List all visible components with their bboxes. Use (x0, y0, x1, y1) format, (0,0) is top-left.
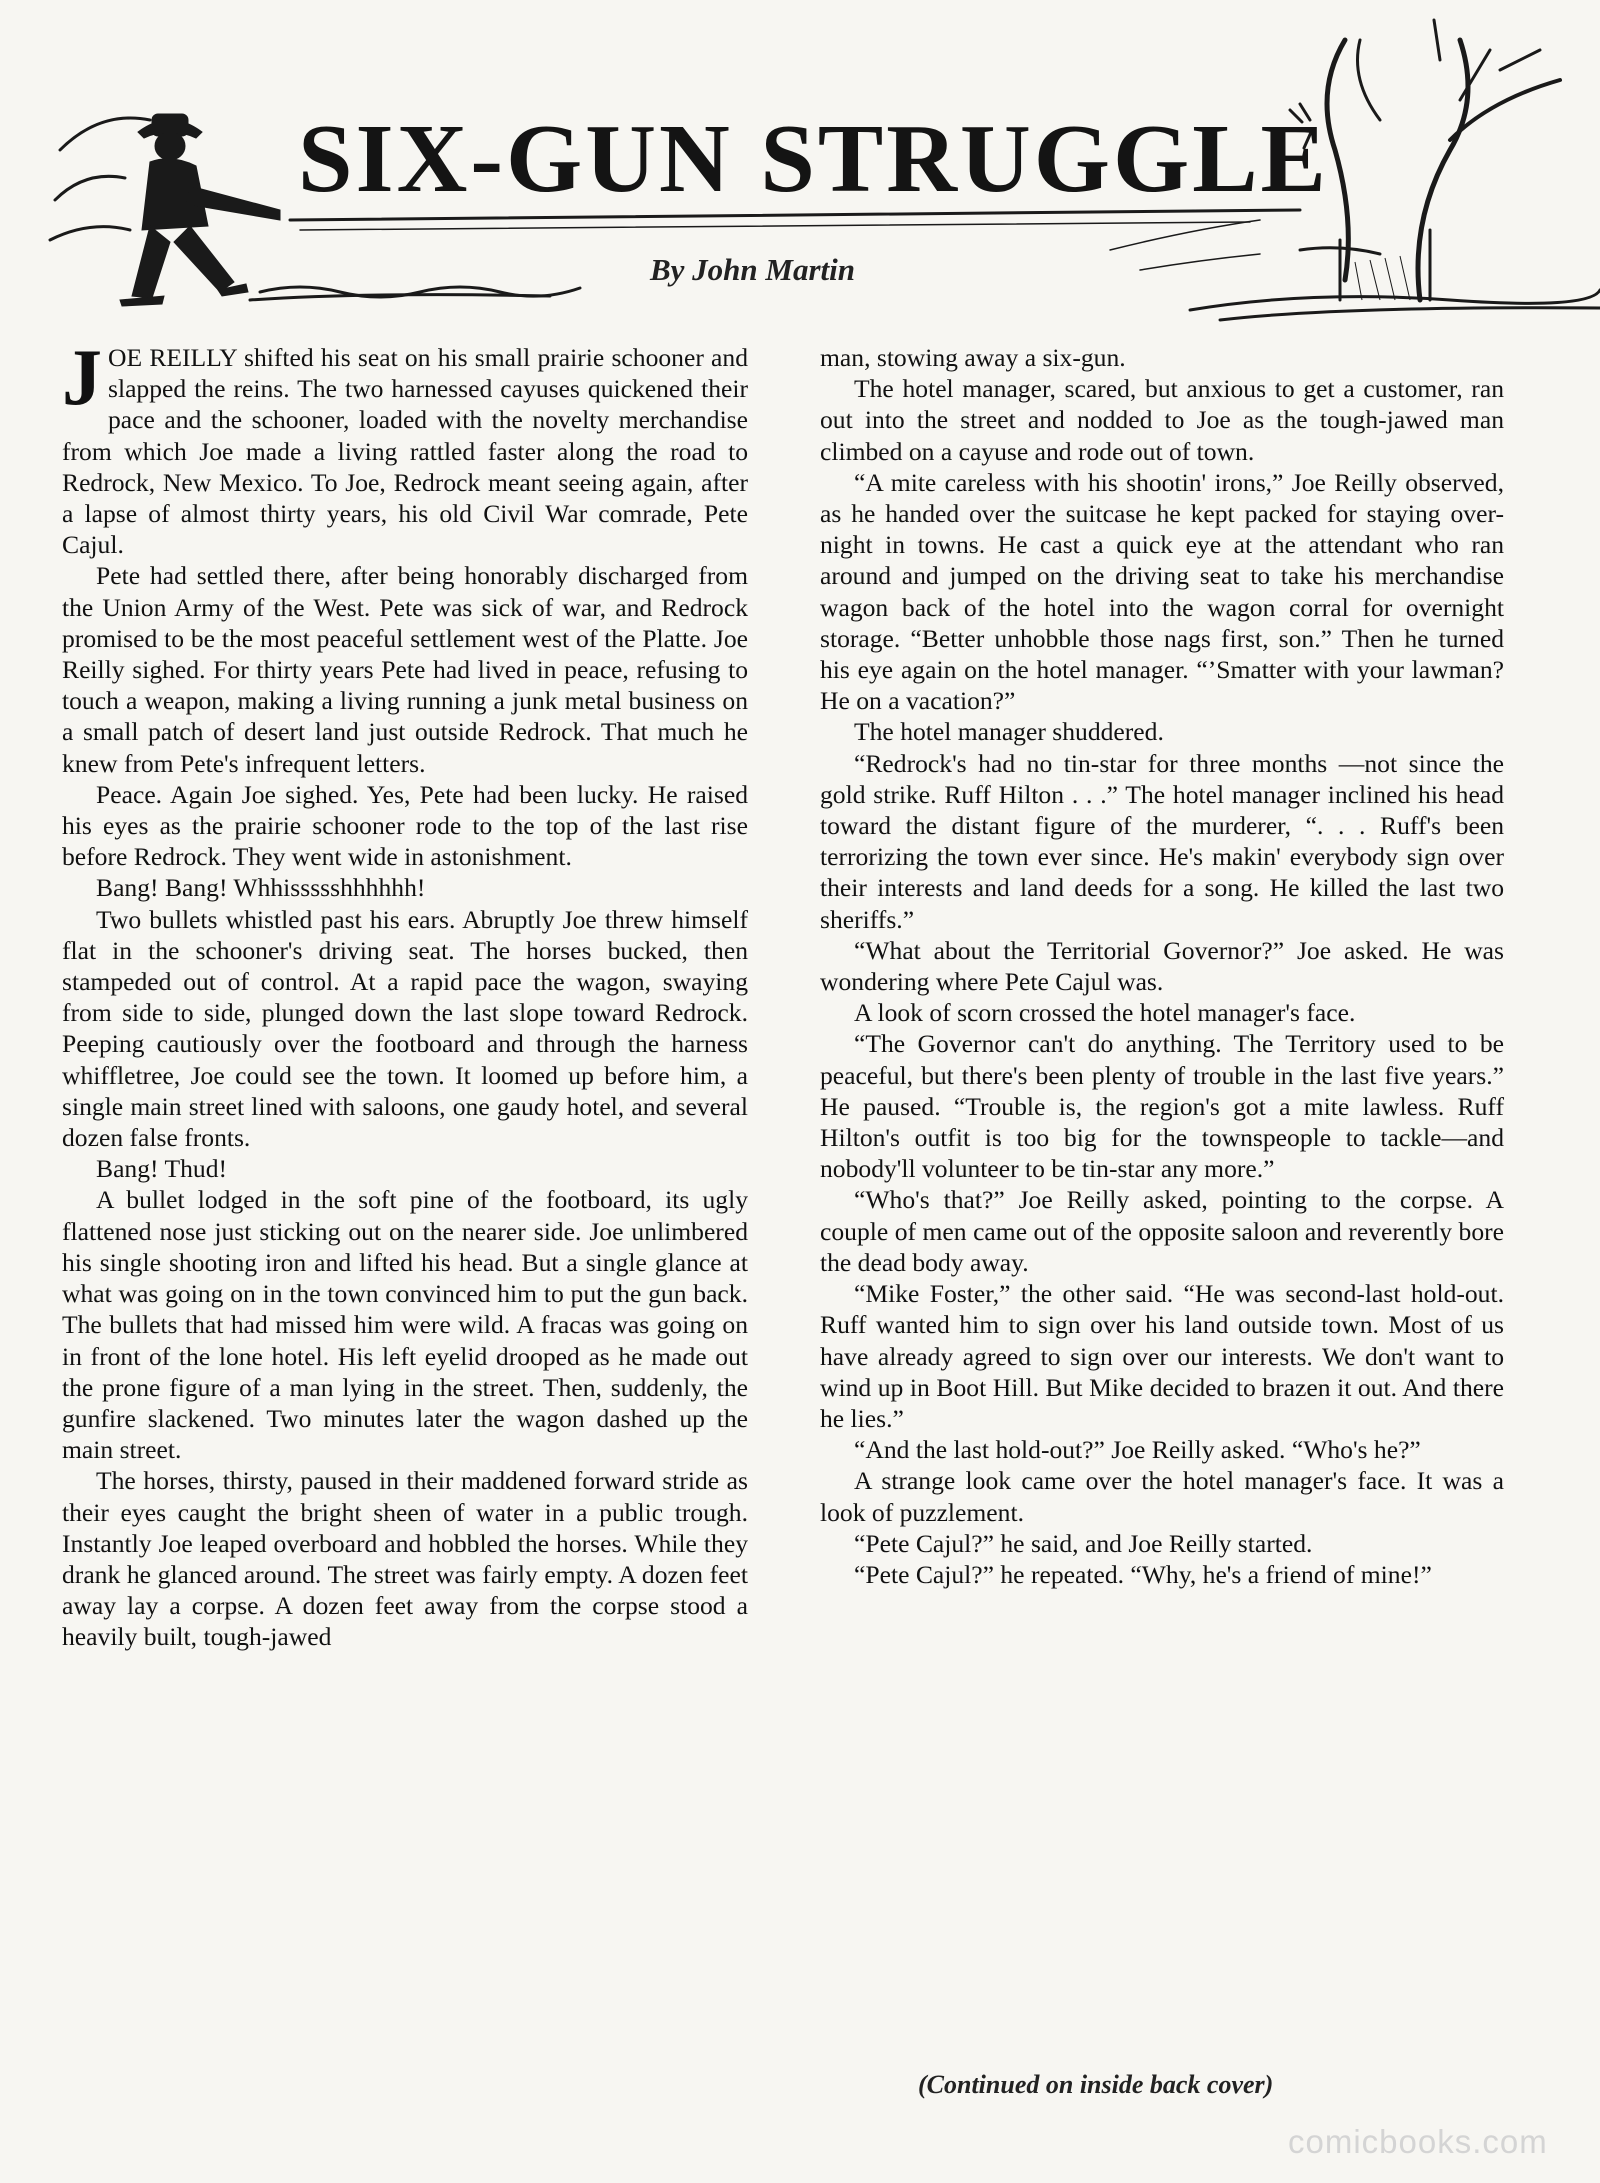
story-paragraph: Two bullets whistled past his ears. Abruptly Joe threw himself flat in the schooner's driving seat. The horses bucked, then stampeded out of control. At a rapid pace the wagon, swaying from side to side, plunged down the last slope toward Redrock. Peeping cautiously over the footboard and through the harness whiffletree, Joe could see the town. It loomed up before him, a single main street lined with saloons, one gaudy hotel, and several dozen false fronts. (62, 904, 748, 1153)
story-paragraph: JOE REILLY shifted his seat on his small prairie schooner and slapped the reins. The two harnessed cayuses quickened their pace and the schooner, loaded with the novelty merchandise from which Joe made a living rattled faster along the road to Redrock, New Mexico. To Joe, Redrock meant seeing again, after a lapse of almost thirty years, his old Civil War comrade, Pete Cajul. (62, 334, 748, 560)
story-paragraph: Bang! Thud! (96, 1154, 228, 1184)
continued-note: (Continued on inside back cover) (918, 2070, 1274, 2099)
story-paragraph: Peace. Again Joe sighed. Yes, Pete had been lucky. He raised his eyes as the prairie schooner rode to the top of the last rise before Redrock. They went wide in astonishment. (62, 779, 748, 872)
story-paragraph: The hotel manager shuddered. (854, 717, 1164, 747)
story-paragraph: “Pete Cajul?” he said, and Joe Reilly started. (854, 1528, 1313, 1558)
story-paragraph: The horses, thirsty, paused in their maddened forward stride as their eyes caught the bright sheen of water in a public trough. Instantly Joe leaped overboard and hobbled the horses. While they drank he glanced around. The street was fairly empty. A dozen feet away lay a corpse. A dozen feet away from the corpse stood a heavily built, tough-jawed (62, 1466, 748, 1652)
story-paragraph: A look of scorn crossed the hotel manager's face. (854, 998, 1356, 1028)
story-title: SIX-GUN STRUGGLE (298, 105, 1329, 213)
story-paragraph: “Mike Foster,” the other said. “He was second-last hold-out. Ruff wanted him to sign over his land outside town. Most of us have already agreed to sign over our interests. We don't want to wind up in Boot Hill. But Mike decided to brazen it out. And there he lies.” (820, 1279, 1504, 1433)
story-paragraph: The hotel manager, scared, but anxious to get a customer, ran out into the street and nodded to Joe as the tough-jawed man climbed on a cayuse and rode out of town. (820, 374, 1504, 466)
drop-cap: J (62, 334, 102, 422)
story-paragraph: “Who's that?” Joe Reilly asked, pointing to the corpse. A couple of men came out of the opposite saloon and reverently bore the dead body away. (820, 1185, 1504, 1277)
story-byline: By John Martin (650, 252, 856, 287)
story-paragraph: “And the last hold-out?” Joe Reilly asked. “Who's he?” (854, 1435, 1421, 1465)
site-watermark: comicbooks.com (1288, 2123, 1548, 2160)
story-paragraph: Pete had settled there, after being honorably discharged from the Union Army of the West. Pete was sick of war, and Redrock promised to be the most peaceful settlement west of the Platte. Joe Reilly sighed. For thirty years Pete had lived in peace, refusing to touch a weapon, making a living running a junk metal business on a small patch of desert land just outside Redrock. That much he knew from Pete's infrequent letters. (62, 561, 748, 778)
story-paragraph: “Pete Cajul?” he repeated. “Why, he's a friend of mine!” (854, 1559, 1432, 1589)
story-paragraph: “Redrock's had no tin-star for three months —not since the gold strike. Ruff Hilton . . .” The hotel manager inclined his head toward the distant figure of the murderer, “. . . Ruff's been terrorizing the town ever since. He's makin' everybody sign over their interests and land deeds for a song. He killed the last two sheriffs.” (820, 748, 1504, 934)
story-paragraph: “A mite careless with his shootin' irons,” Joe Reilly observed, as he handed over the suitcase he kept packed for staying over-night in towns. He cast a quick eye at the attendant who ran around and jumped on the driving seat to take his merchandise wagon back of the hotel into the wagon corral for overnight storage. “Better unhobble those nags first, son.” Then he turned his eye again on the hotel manager. “’Smatter with your lawman? He on a vacation?” (820, 467, 1504, 716)
story-right-column (820, 342, 1504, 1590)
story-paragraph: man, stowing away a six-gun. (820, 343, 1126, 372)
story-paragraph: A bullet lodged in the soft pine of the footboard, its ugly flattened nose just sticking out on the nearer side. Joe unlimbered his single shooting iron and lifted his head. But a single glance at what was going on in the town convinced him to put the gun back. The bullets that had missed him were wild. A fracas was going on in front of the lone hotel. His left eyelid drooped as he made out the prone figure of a man lying in the street. Then, suddenly, the gunfire slackened. Two minutes later the wagon dashed up the main street. (62, 1185, 748, 1465)
story-paragraph: Bang! Bang! Whhissssshhhhhh! (96, 873, 426, 903)
cowboy-gunman-illustration (120, 114, 280, 306)
story-paragraph: “The Governor can't do anything. The Territory used to be peaceful, but there's been plenty of trouble in the last five years.” He paused. “Trouble is, the region's got a mite lawless. Ruff Hilton's outfit is too big for the townspeople to tackle—and nobody'll volunteer to be tin-star any more.” (820, 1029, 1504, 1184)
story-left-column (62, 334, 748, 1653)
story-paragraph: “What about the Territorial Governor?” Joe asked. He was wondering where Pete Cajul was. (820, 935, 1504, 997)
story-paragraph: A strange look came over the hotel manager's face. It was a look of puzzlement. (820, 1466, 1504, 1527)
